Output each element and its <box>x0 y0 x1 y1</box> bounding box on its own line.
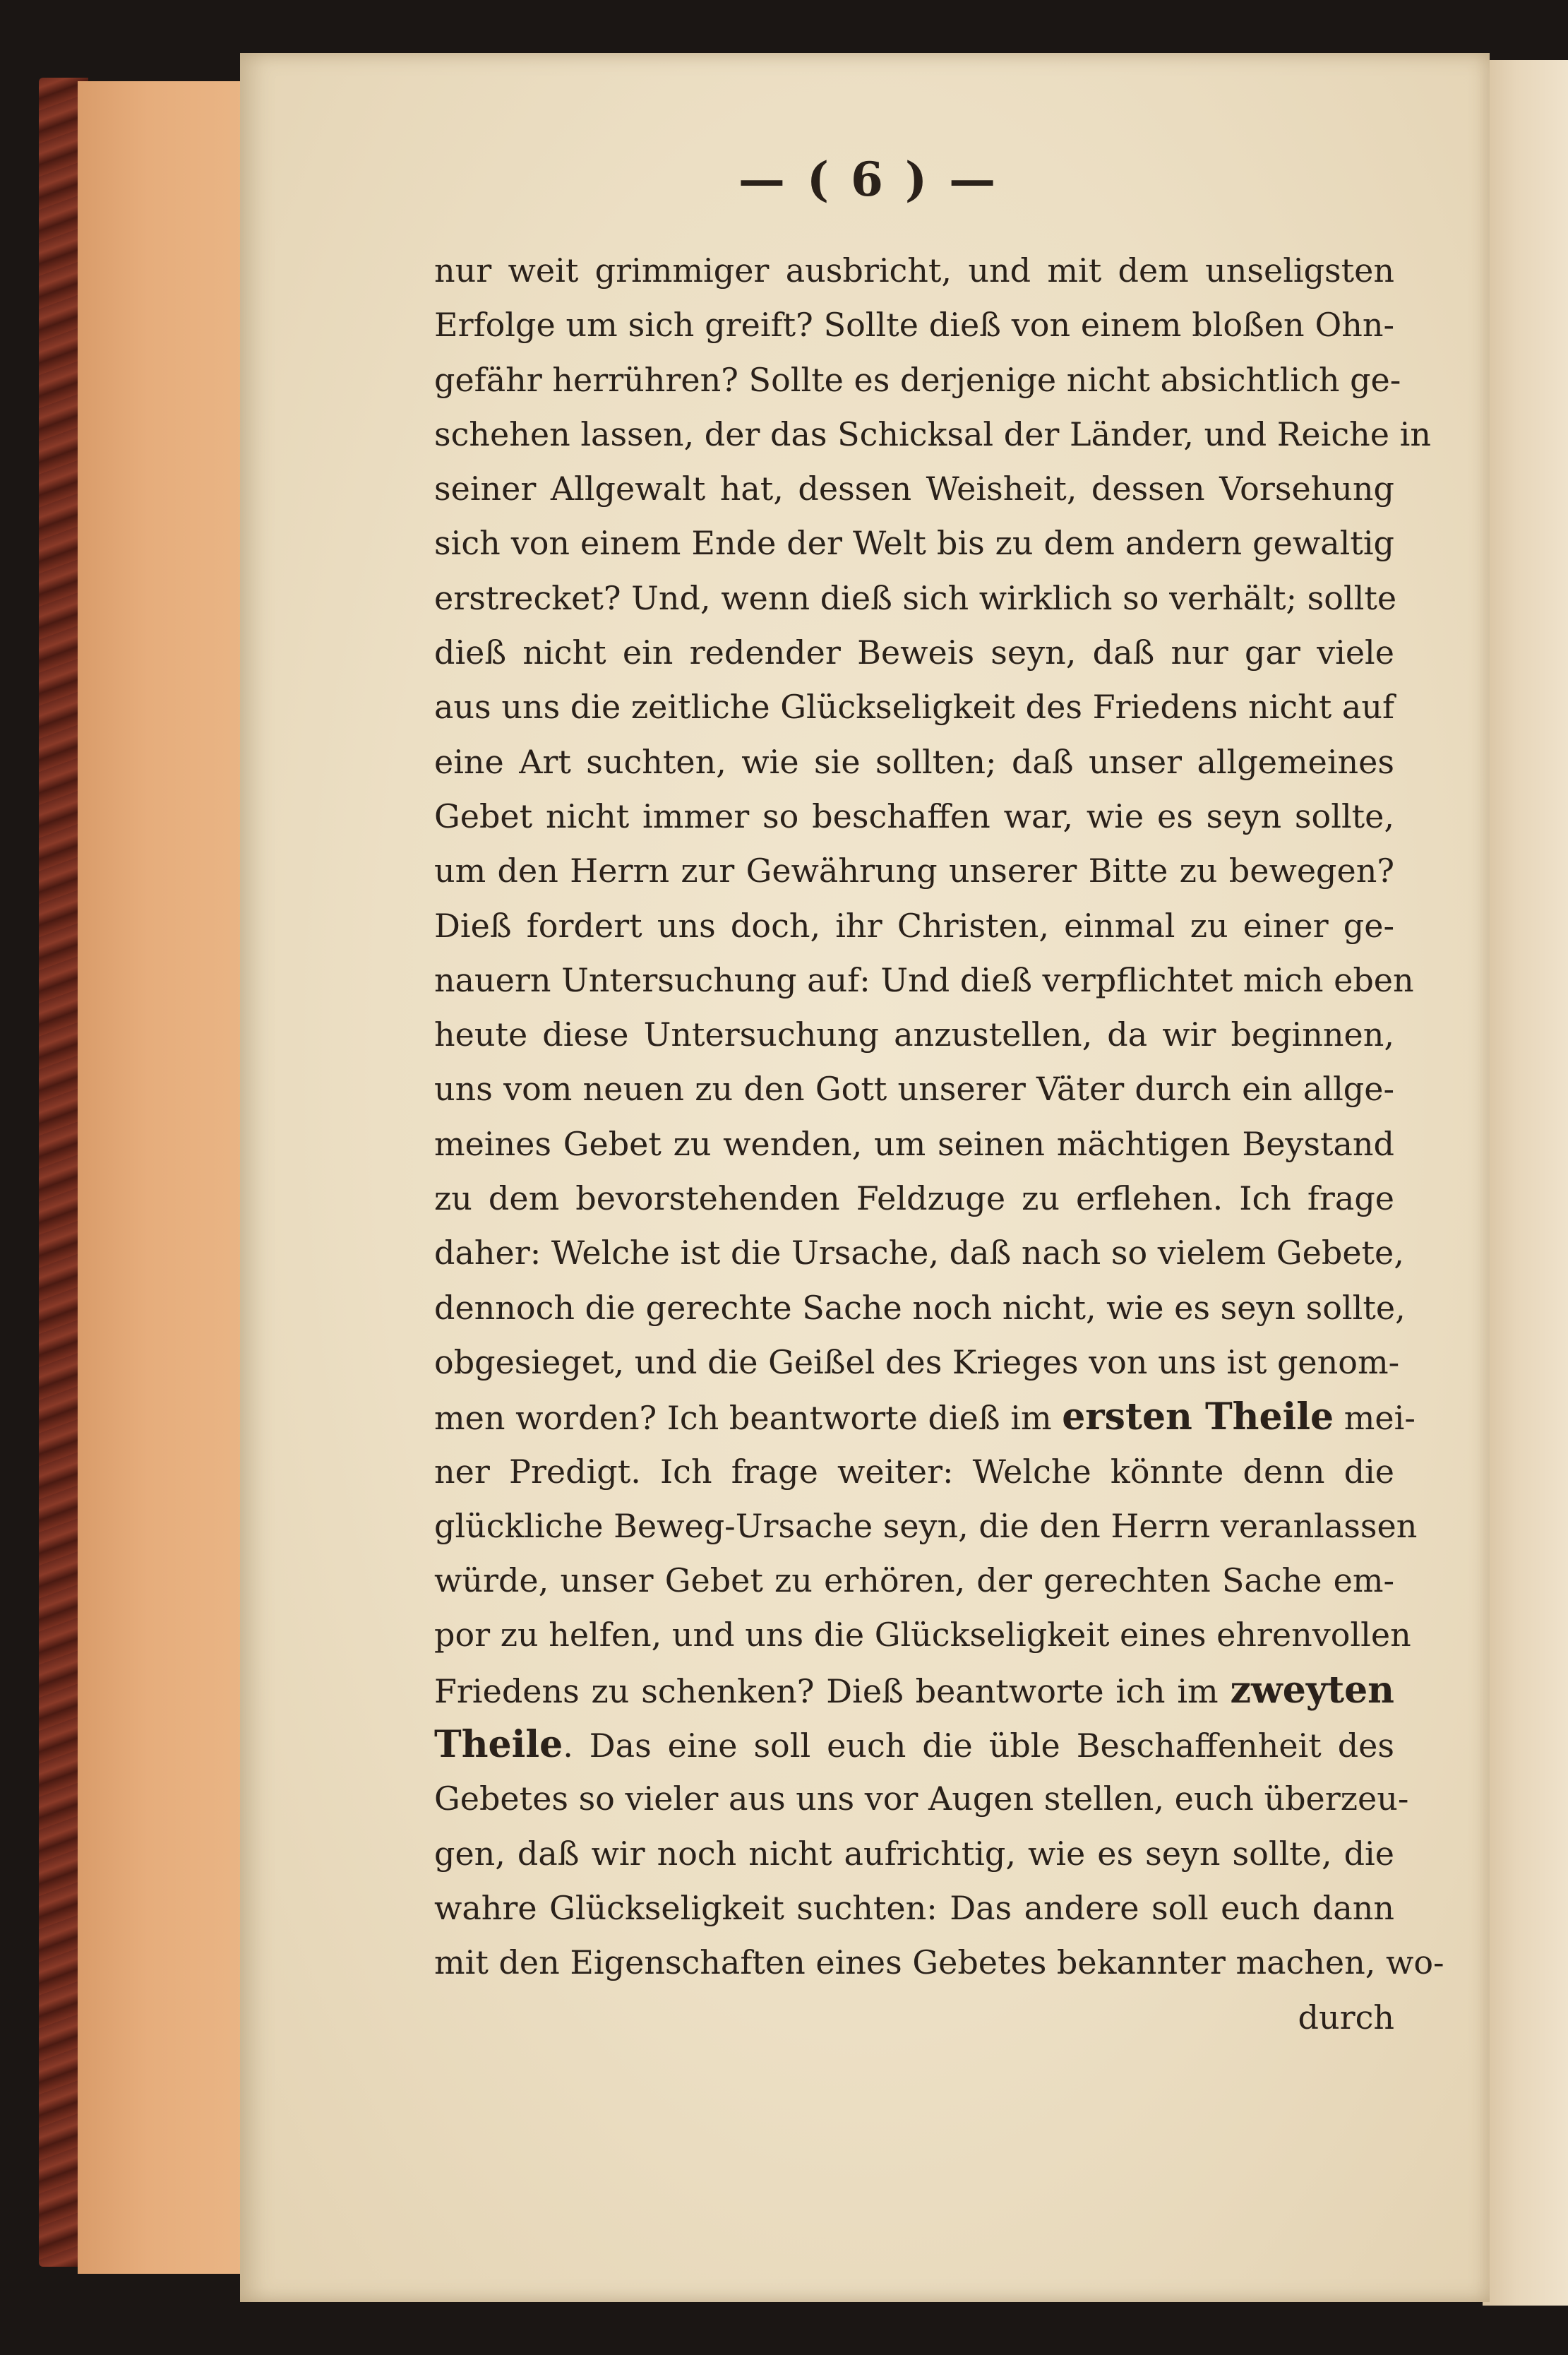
text-line: Gebet nicht immer so beschaffen war, wie es seyn sollte, <box>434 797 1394 835</box>
text-line: Erfolge um sich greift? Sollte dieß von einem bloßen Ohn- <box>434 306 1394 345</box>
text-line: würde, unser Gebet zu erhören, der gerechten Sache em- <box>434 1561 1394 1600</box>
text-line: eine Art suchten, wie sie sollten; daß unser allgemeines <box>434 742 1394 781</box>
text-line: ner Predigt. Ich frage weiter: Welche könnte denn die <box>434 1452 1394 1491</box>
text-line: gefähr herrühren? Sollte es derjenige nicht absichtlich ge- <box>434 360 1401 399</box>
emphasis-second: zweyten <box>1230 1668 1394 1712</box>
endpaper <box>78 81 254 2274</box>
text-line: por zu helfen, und uns die Glückseligkeit eines ehrenvollen <box>434 1616 1411 1655</box>
text-line: glückliche Beweg-Ursache seyn, die den Herrn veranlassen <box>434 1506 1418 1545</box>
text-line: heute diese Untersuchung anzustellen, da wir beginnen, <box>434 1015 1394 1054</box>
text-line: erstrecket? Und, wenn dieß sich wirklich so verhält; sollte <box>434 578 1397 617</box>
text-line: nur weit grimmiger ausbricht, und mit dem unseligsten <box>434 251 1394 290</box>
page-content <box>434 152 1568 2242</box>
text-line: gen, daß wir noch nicht aufrichtig, wie es seyn sollte, die <box>434 1834 1394 1873</box>
emphasis-first-part: ersten Theile <box>1062 1395 1334 1439</box>
text-line: zu dem bevorstehenden Feldzuge zu erflehen. Ich frage <box>434 1179 1394 1218</box>
text-line: nauern Untersuchung auf: Und dieß verpflichtet mich eben <box>434 960 1414 999</box>
page-number: — ( 6 ) — <box>738 152 999 207</box>
text-line: schehen lassen, der das Schicksal der Länder, und Reiche in <box>434 415 1431 453</box>
text-line: Gebetes so vieler aus uns vor Augen stellen, euch überzeu- <box>434 1779 1409 1818</box>
text-line: uns vom neuen zu den Gott unserer Väter durch ein allge- <box>434 1070 1394 1109</box>
text-line: sich von einem Ende der Welt bis zu dem andern gewaltig <box>434 524 1394 563</box>
text-line: meines Gebet zu wenden, um seinen mächtigen Beystand <box>434 1124 1394 1163</box>
text-line: daher: Welche ist die Ursache, daß nach so vielem Gebete, <box>434 1234 1404 1272</box>
text-line: Dieß fordert uns doch, ihr Christen, einmal zu einer ge- <box>434 906 1394 945</box>
body-text <box>434 244 1444 2045</box>
text-line: Friedens zu schenken? Dieß beantworte ich im zweyten <box>434 1668 1394 1712</box>
text-line: um den Herrn zur Gewährung unserer Bitte zu bewegen? <box>434 852 1394 890</box>
text-line: dennoch die gerechte Sache noch nicht, wie es seyn sollte, <box>434 1288 1406 1327</box>
text-line: Theile. Das eine soll euch die üble Beschaffenheit des <box>434 1723 1394 1767</box>
emphasis-part: Theile <box>434 1723 563 1767</box>
text-line: dieß nicht ein redender Beweis seyn, daß nur gar viele <box>434 633 1394 672</box>
page-sheet <box>240 53 1490 2302</box>
text-line: aus uns die zeitliche Glückseligkeit des Friedens nicht auf <box>434 688 1394 727</box>
text-line: obgesieget, und die Geißel des Krieges von uns ist genom- <box>434 1342 1400 1381</box>
catchword: durch <box>1298 1998 1394 2037</box>
text-line: men worden? Ich beantworte dieß im ersten Theile mei- <box>434 1395 1416 1439</box>
text-line: mit den Eigenschaften eines Gebetes bekannter machen, wo- <box>434 1943 1444 1982</box>
text-line: seiner Allgewalt hat, dessen Weisheit, dessen Vorsehung <box>434 470 1394 508</box>
text-line: wahre Glückseligkeit suchten: Das andere soll euch dann <box>434 1888 1394 1927</box>
